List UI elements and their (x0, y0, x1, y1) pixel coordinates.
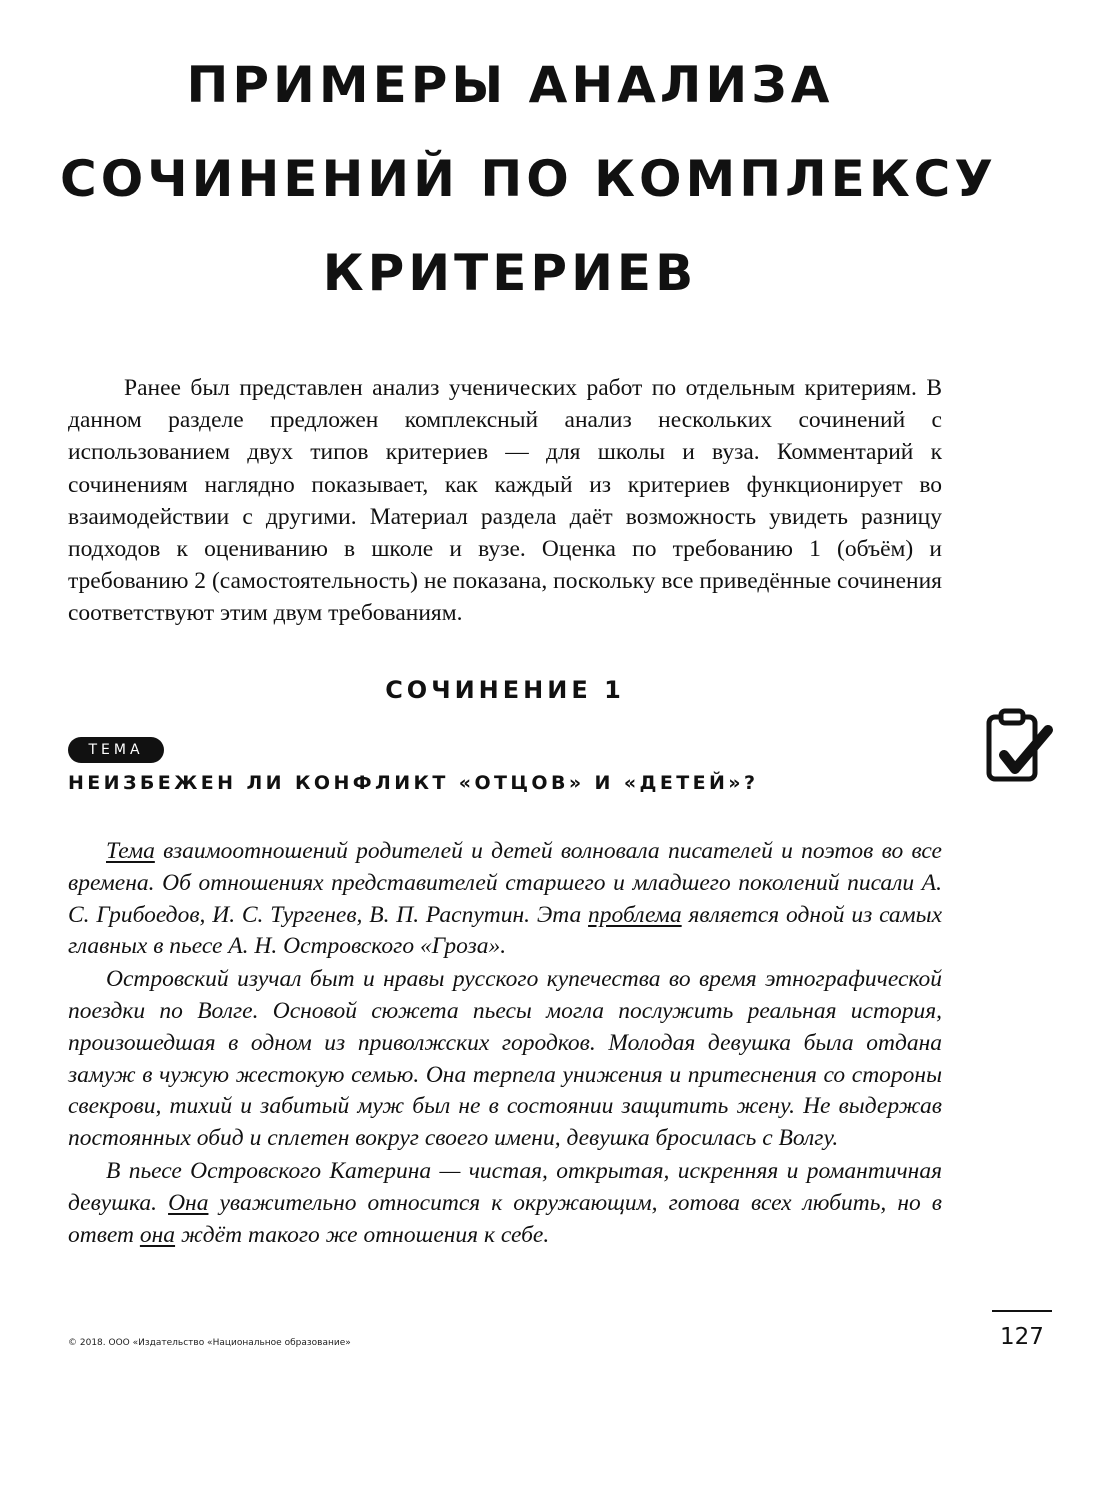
clipboard-check-icon (984, 708, 1054, 784)
underlined-pronoun: она (139, 1221, 176, 1248)
essay-paragraph-3 (68, 1156, 942, 1251)
topic-title: НЕИЗБЕЖЕН ЛИ КОНФЛИКТ «ОТЦОВ» И «ДЕТЕЙ»? (68, 772, 759, 794)
underlined-term-theme: Тема (106, 838, 155, 864)
underlined-term-problem: проблема (588, 901, 682, 928)
page-title-line-3: КРИТЕРИЕВ (322, 244, 698, 302)
essay-paragraph-1 (68, 836, 942, 963)
page-number: 127 (1000, 1324, 1044, 1350)
topic-badge: ТЕМА (68, 737, 164, 763)
page-title-line-1: ПРИМЕРЫ АНАЛИЗА (186, 56, 834, 114)
copyright-notice: © 2018. ООО «Издательство «Национальное образование» (68, 1338, 351, 1348)
footer-rule (992, 1310, 1052, 1312)
essay-text-segment: уважительно относится к окружающим, готова всех любить, но в ответ (68, 1189, 942, 1248)
essay-paragraph-2: Островский изучал быт и нравы русского купечества во время этнографической поездки по Волге. Основой сюжета пьесы могла послужить реальная история, произошедшая в одном из приволжских городков. Молодая девушка была отдана замуж в чужую жестокую семью. Она терпела унижения и притеснения со стороны свекрови, тихий и забитый муж был не в состоянии защитить жену. Не выдержав постоянных обид и сплетен вокруг своего имени, девушка бросилась с Волгу. (68, 966, 942, 1152)
essay-text-segment: В пьесе Островского Катерина — чистая, открытая, искренняя и романтичная девушка. (68, 1157, 942, 1216)
page-title-line-2: СОЧИНЕНИЙ ПО КОМПЛЕКСУ (60, 150, 997, 208)
underlined-pronoun: Она (168, 1189, 209, 1216)
intro-paragraph: Ранее был представлен анализ ученических работ по отдельным критериям. В данном разделе предложен комплексный анализ нескольких сочинений с использованием двух типов критериев — для школы и вуза. Комментарий к сочинениям наглядно показывает, как каждый из критериев функционирует во взаимодействии с другими. Материал раздела даёт возможность увидеть разницу подходов к оцениванию в школе и вузе. Оценка по требованию 1 (объём) и требованию 2 (самостоятельность) не показана, поскольку все приведённые сочинения соответствуют этим двум требованиям. (68, 375, 942, 627)
essay-text (68, 836, 942, 1252)
essay-text-segment: взаимоотношений родителей и детей волновала писателей и поэтов во все времена. Об отношениях представителей старшего и младшего поколений писали А. С. Грибоедов, И. С. Тургенев, В. П. Распутин. Эта (68, 838, 942, 928)
section-heading: СОЧИНЕНИЕ 1 (385, 676, 625, 704)
essay-text-segment: ждёт такого же отношения к себе. (175, 1221, 550, 1248)
essay-text-segment: является одной из самых главных в пьесе А. Н. Островского «Гроза». (68, 901, 942, 960)
page-title (60, 38, 997, 320)
